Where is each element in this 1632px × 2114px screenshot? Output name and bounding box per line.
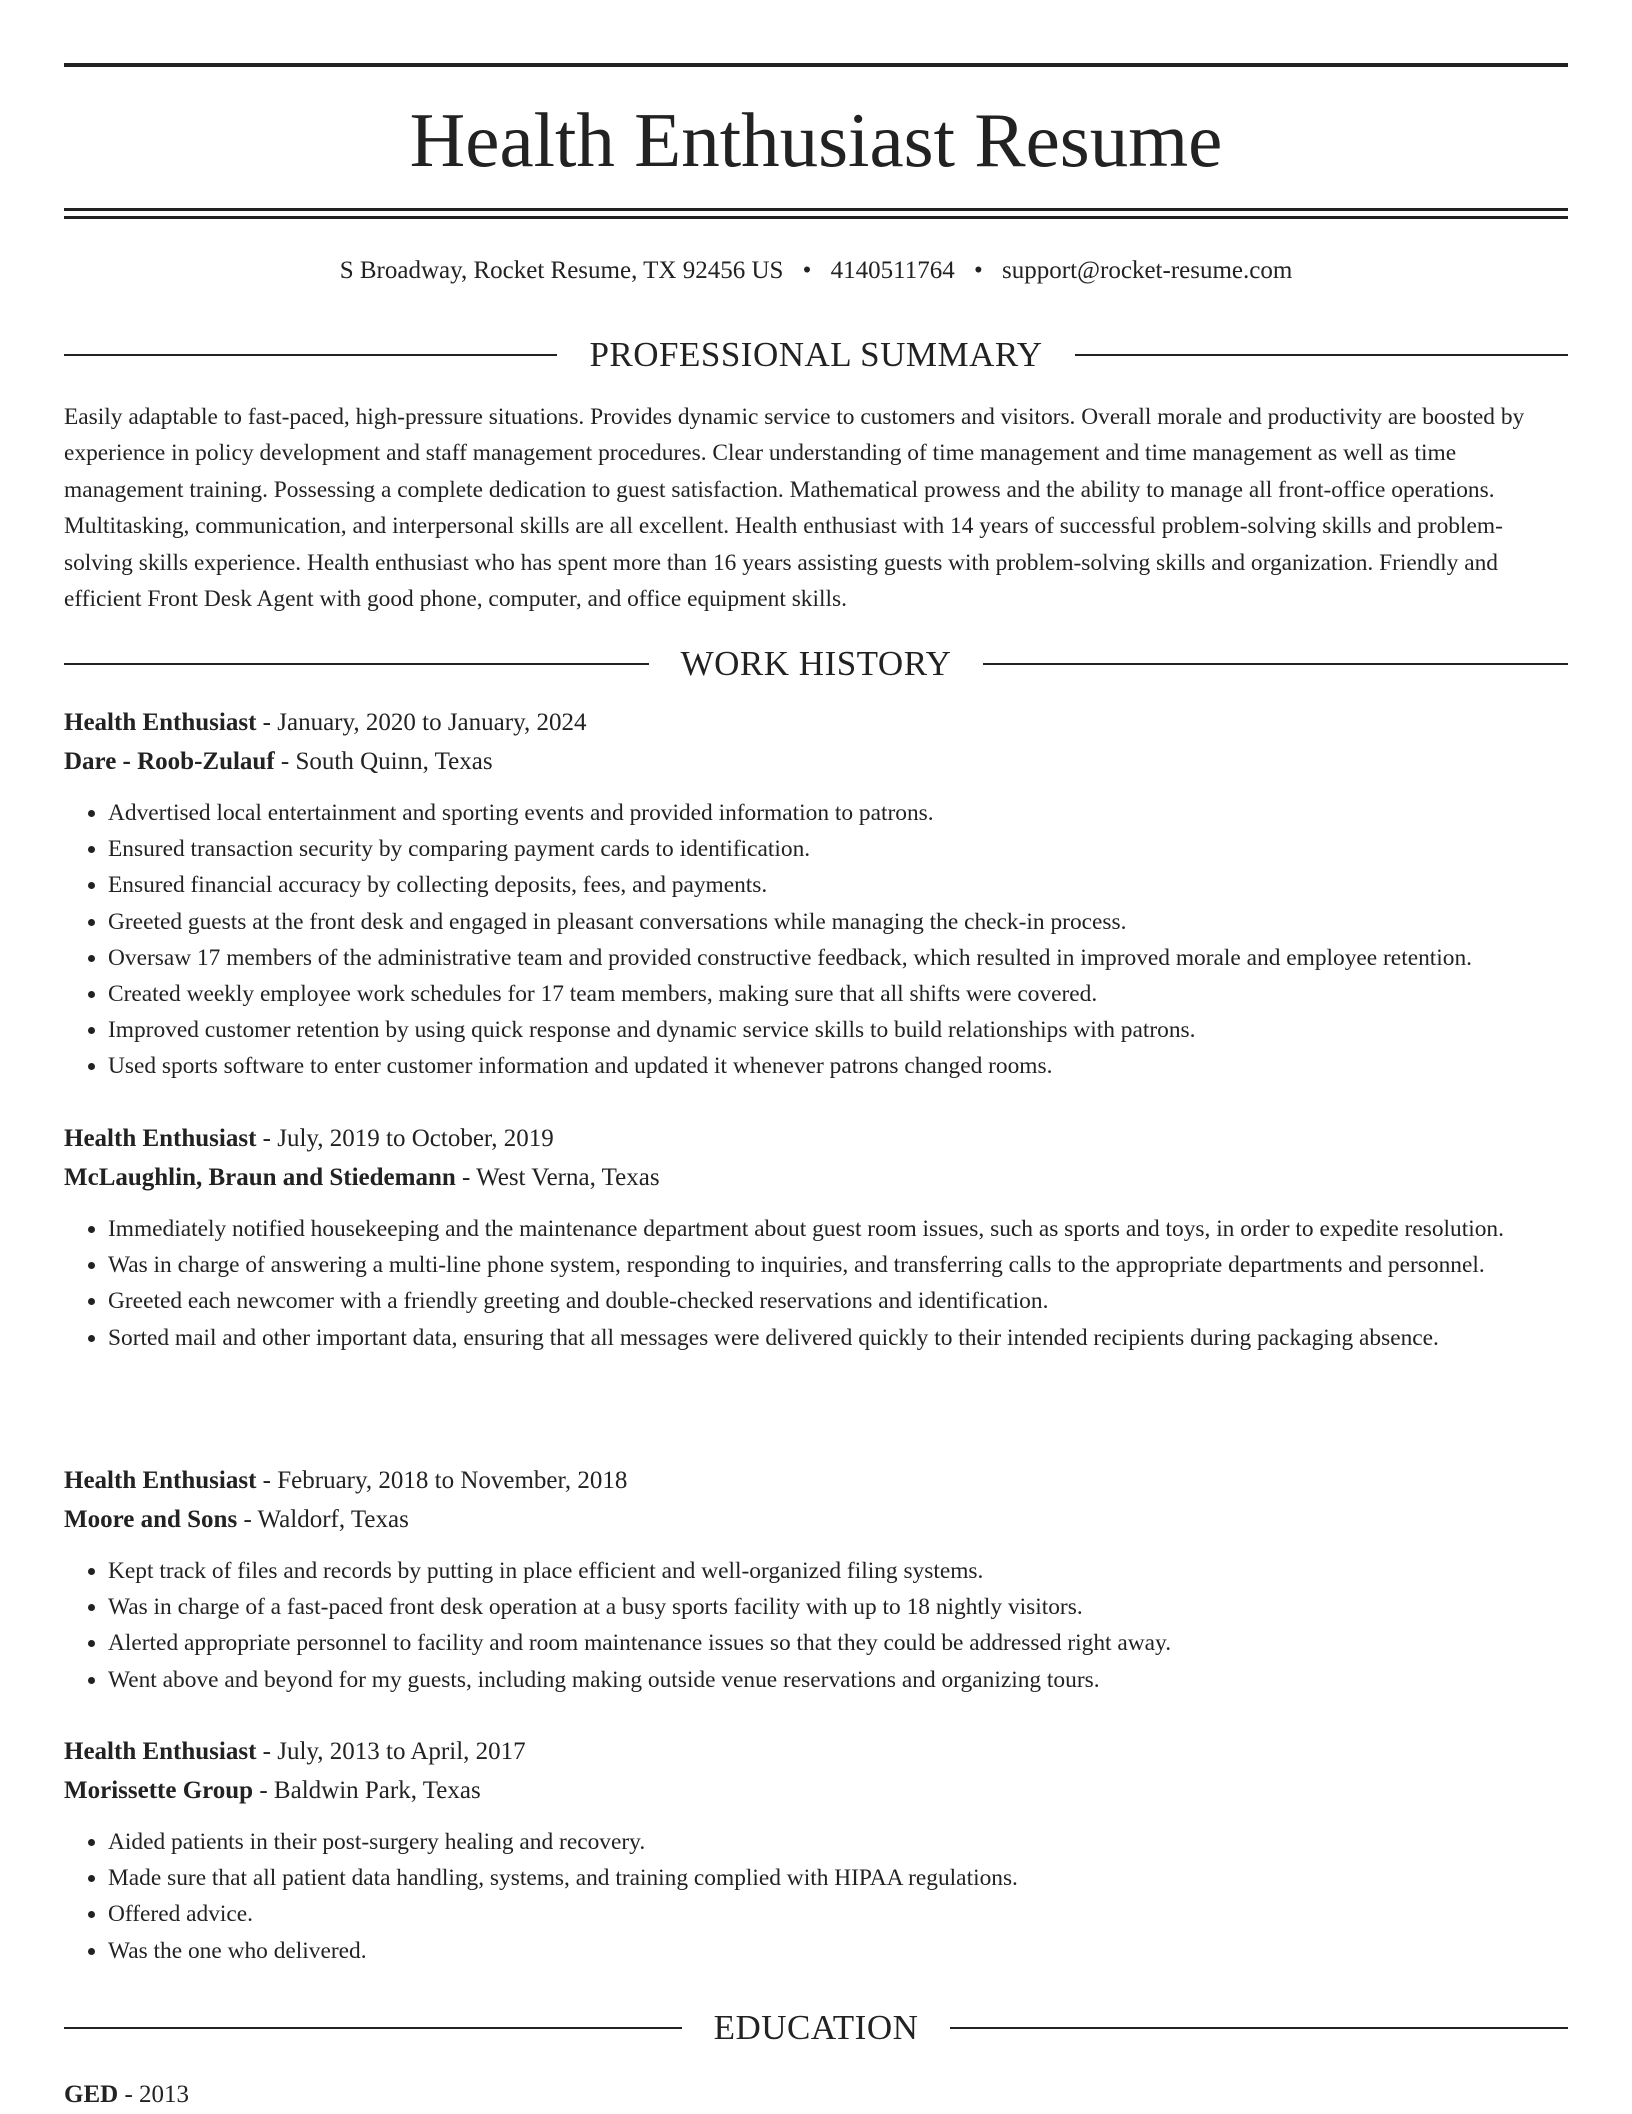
- top-rule: [64, 63, 1568, 67]
- job-company: Morissette Group: [64, 1776, 254, 1804]
- title-rule-lower: [64, 216, 1568, 219]
- bullet-item: • Immediately notified housekeeping and the maintenance department about guest room issues, such as sports and toys, in order to expedite resolution.: [108, 1211, 1568, 1247]
- contact-separator: •: [802, 257, 812, 284]
- bullet-item: • Advertised local entertainment and sporting events and provided information to patrons.: [108, 795, 1568, 831]
- section-rule-right: [950, 2027, 1568, 2029]
- job-company-line: [64, 1772, 1568, 1811]
- bullet-item: • Improved customer retention by using quick response and dynamic service skills to build relationships with patrons.: [108, 1012, 1568, 1048]
- bullet-item: • Greeted guests at the front desk and engaged in pleasant conversations while managing the check-in process.: [108, 904, 1568, 940]
- job-dates: - January, 2020 to January, 2024: [256, 709, 587, 736]
- section-rule-left: [64, 2027, 682, 2029]
- bullet-item: • Oversaw 17 members of the administrative team and provided constructive feedback, which resulted in improved morale and employee retention.: [108, 940, 1568, 976]
- job-entry: [64, 1120, 1568, 1356]
- bullet-item: • Ensured transaction security by comparing payment cards to identification.: [108, 831, 1568, 867]
- section-rule-right: [983, 663, 1568, 665]
- page-title: Health Enthusiast Resume: [409, 97, 1223, 183]
- job-company-line: [64, 743, 1568, 782]
- job-bullets: [64, 1211, 1568, 1356]
- education-degree: GED: [64, 2081, 119, 2108]
- job-dates: - July, 2013 to April, 2017: [256, 1738, 526, 1765]
- section-title-education: EDUCATION: [713, 2008, 919, 2047]
- job-dates: - February, 2018 to November, 2018: [256, 1467, 628, 1494]
- bullet-item: • Kept track of files and records by putting in place efficient and well-organized filing systems.: [108, 1553, 1568, 1589]
- bullet-item: • Ensured financial accuracy by collecting deposits, fees, and payments.: [108, 867, 1568, 903]
- contact-line: [64, 252, 1568, 290]
- section-rule-left: [64, 663, 649, 665]
- bullet-item: • Was in charge of a fast-paced front desk operation at a busy sports facility with up to 18 nightly visitors.: [108, 1589, 1568, 1625]
- bullet-item: • Alerted appropriate personnel to facility and room maintenance issues so that they could be addressed right away.: [108, 1625, 1568, 1661]
- job-title: Health Enthusiast: [64, 1125, 257, 1152]
- job-entry: [64, 1733, 1568, 1969]
- job-company-line: [64, 1501, 1568, 1540]
- job-entry: [64, 704, 1568, 1085]
- job-title-line: [64, 1462, 1568, 1501]
- contact-phone: 4140511764: [830, 257, 955, 284]
- job-company-line: [64, 1159, 1568, 1198]
- job-location: - South Quinn, Texas: [274, 747, 493, 775]
- bullet-item: • Created weekly employee work schedules for 17 team members, making sure that all shifts were covered.: [108, 976, 1568, 1012]
- bullet-item: • Greeted each newcomer with a friendly greeting and double-checked reservations and identification.: [108, 1283, 1568, 1319]
- bullet-item: • Made sure that all patient data handling, systems, and training complied with HIPAA regulations.: [108, 1860, 1568, 1896]
- job-location: - Waldorf, Texas: [237, 1505, 409, 1533]
- job-company: Moore and Sons: [64, 1505, 238, 1533]
- job-company: Dare - Roob-Zulauf: [64, 747, 275, 775]
- job-title: Health Enthusiast: [64, 709, 257, 736]
- section-header-summary: [64, 332, 1568, 378]
- job-title: Health Enthusiast: [64, 1738, 257, 1765]
- summary-text: Easily adaptable to fast-paced, high-pressure situations. Provides dynamic service to customers and visitors. Overall morale and productivity are boosted by experience in policy development and staff management procedures. Clear understanding of time management and time management as well as time management training. Possessing a complete dedication to guest satisfaction. Mathematical prowess and the ability to manage all front-office operations. Multitasking, communication, and interpersonal skills are all excellent. Health enthusiast with 14 years of successful problem-solving skills and problem-solving skills experience. Health enthusiast who has spent more than 16 years assisting guests with problem-solving skills and organization. Friendly and efficient Front Desk Agent with good phone, computer, and office equipment skills.: [64, 404, 1525, 613]
- education-entry: [64, 2076, 1568, 2114]
- contact-address: S Broadway, Rocket Resume, TX 92456 US: [339, 257, 784, 284]
- bullet-item: • Was in charge of answering a multi-line phone system, responding to inquiries, and transferring calls to the appropriate departments and personnel.: [108, 1247, 1568, 1283]
- section-title-summary: PROFESSIONAL SUMMARY: [589, 335, 1043, 374]
- bullet-item: • Sorted mail and other important data, ensuring that all messages were delivered quickly to their intended recipients during packaging absence.: [108, 1320, 1568, 1356]
- section-header-work: [64, 641, 1568, 687]
- section-title-work: WORK HISTORY: [680, 644, 952, 683]
- section-rule-left: [64, 354, 557, 356]
- contact-email: support@rocket-resume.com: [1002, 257, 1293, 284]
- section-rule-right: [1075, 354, 1568, 356]
- job-title-line: [64, 1120, 1568, 1159]
- contact-separator: •: [974, 257, 983, 284]
- job-title-line: [64, 1733, 1568, 1772]
- job-company: McLaughlin, Braun and Stiedemann: [64, 1163, 456, 1191]
- education-year: - 2013: [118, 2081, 190, 2108]
- job-entry: [64, 1462, 1568, 1698]
- bullet-item: • Was the one who delivered.: [108, 1933, 1568, 1969]
- title-rule-upper: [64, 208, 1568, 211]
- job-dates: - July, 2019 to October, 2019: [256, 1125, 554, 1152]
- bullet-item: • Aided patients in their post-surgery healing and recovery.: [108, 1824, 1568, 1860]
- job-bullets: [64, 795, 1568, 1085]
- job-location: - West Verna, Texas: [455, 1163, 660, 1191]
- job-title-line: [64, 704, 1568, 743]
- bullet-item: • Went above and beyond for my guests, including making outside venue reservations and organizing tours.: [108, 1662, 1568, 1698]
- bullet-item: • Offered advice.: [108, 1896, 1568, 1932]
- job-bullets: [64, 1824, 1568, 1969]
- section-header-education: [64, 2005, 1568, 2051]
- job-bullets: [64, 1553, 1568, 1698]
- job-title: Health Enthusiast: [64, 1467, 257, 1494]
- job-location: - Baldwin Park, Texas: [253, 1776, 481, 1804]
- bullet-item: • Used sports software to enter customer information and updated it whenever patrons changed rooms.: [108, 1048, 1568, 1084]
